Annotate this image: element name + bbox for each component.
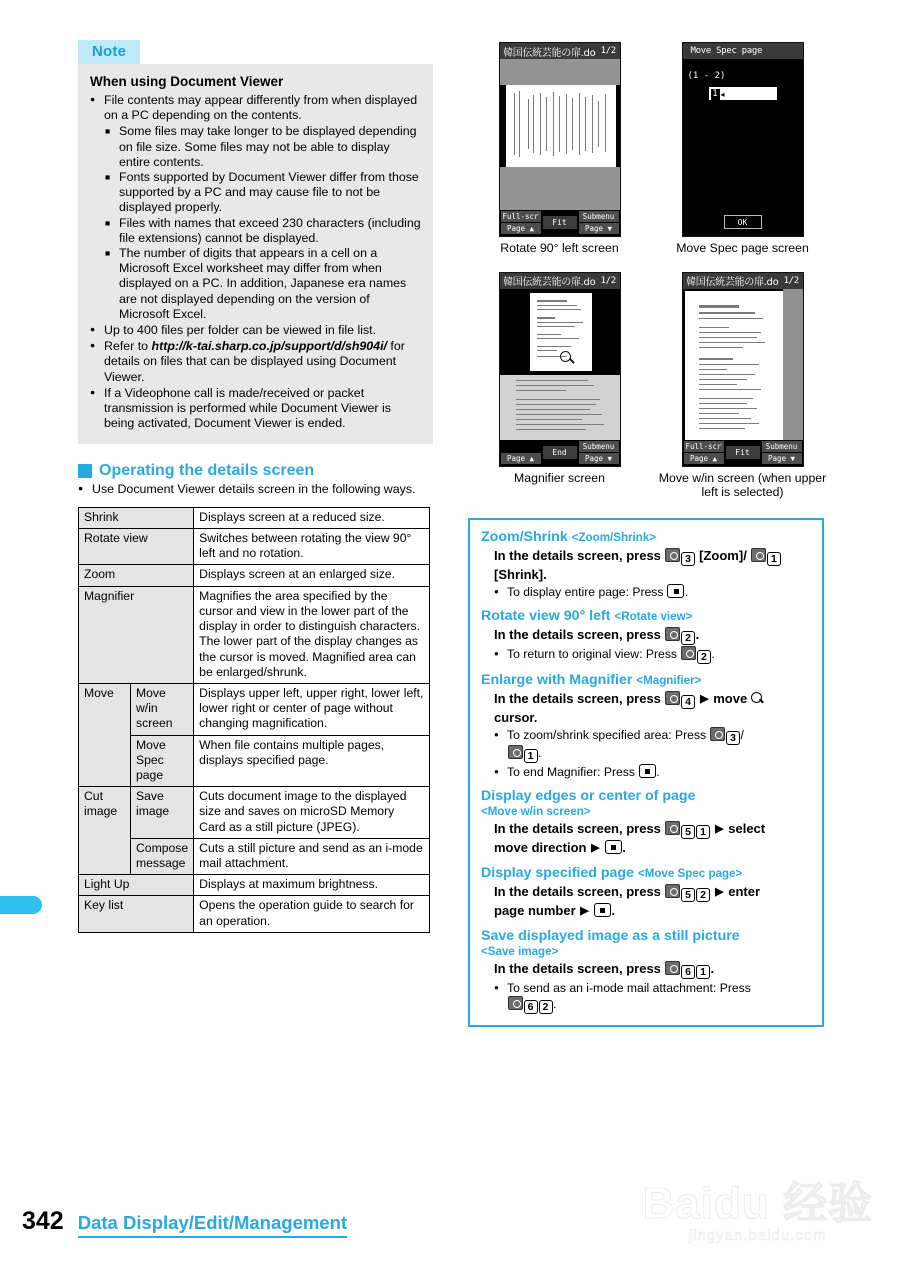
key-1[interactable]: 1: [524, 749, 538, 763]
chapter-edge-tab: [0, 896, 42, 914]
keybox-heading-tag: <Move w/in screen>: [481, 804, 591, 818]
row-desc: Magnifies the area specified by the cursor and view in the lower part of the display in order to distinguish characters. The lower part of the display changes as the cursor is moved. Magnified area can be enlarged/shrunk.: [194, 586, 430, 683]
table-row: [79, 896, 430, 932]
table-row: [79, 875, 430, 896]
phone-stage: [500, 59, 620, 210]
phone-title-jp: 韓国伝統芸能の扉.do: [686, 277, 779, 288]
center-key-icon[interactable]: [605, 840, 622, 854]
key-1[interactable]: 1: [767, 552, 781, 566]
key-2[interactable]: 2: [681, 631, 695, 645]
row-desc: When file contains multiple pages, displays specified page.: [194, 735, 430, 787]
support-url[interactable]: http://k-tai.sharp.co.jp/support/d/sh904i/: [151, 339, 387, 354]
keybox-note: ● To end Magnifier: Press .: [481, 764, 811, 780]
camera-key-icon[interactable]: [508, 745, 523, 759]
row-desc: Cuts document image to the displayed size and saves on microSD Memory Card as a still picture (JPEG).: [194, 787, 430, 839]
key-1[interactable]: 1: [696, 965, 710, 979]
keybox-heading-tag: <Save image>: [481, 944, 559, 958]
left-column: [78, 40, 433, 933]
keybox-heading: Enlarge with Magnifier <Magnifier>: [481, 671, 702, 688]
row-key: Zoom: [79, 565, 194, 586]
softkey-right-bottom[interactable]: Page ▼: [579, 453, 619, 464]
softkey-center[interactable]: Fit: [543, 216, 577, 229]
key-2[interactable]: 2: [696, 888, 710, 902]
screenshot-rotate: [468, 42, 651, 256]
screenshot-move-win: [651, 272, 834, 500]
camera-key-icon[interactable]: [665, 884, 680, 898]
note-item: ● File contents may appear differently from when displayed on a PC depending on the contents. ■ Some files may take longer to be displayed depending on file size. Some files may not be able to display entire contents. ■ Fonts supported by Document Viewer differ from those supported by a PC and may cause file to not be displayed properly. ■ Files with names that exceed 230 characters (including file extensions) cannot be displayed. ■ The number of digits that appears in a cell on a Microsoft Excel worksheet may differ from when displayed on a PC. In addition, Japanese era names are not displayed depending on the version of Microsoft Excel.: [90, 93, 421, 322]
key-6[interactable]: 6: [681, 965, 695, 979]
keybox-heading: Zoom/Shrink <Zoom/Shrink>: [481, 528, 657, 545]
softkey-right-bottom[interactable]: Page ▼: [579, 223, 619, 234]
softkey-right-top[interactable]: Submenu: [579, 441, 619, 452]
keybox-step: In the details screen, press 5 1 ▶ select move direction ▶ .: [494, 820, 766, 855]
keybox-step: In the details screen, press 5 2 ▶ enter page number ▶ .: [494, 883, 761, 918]
softkey-left-top[interactable]: Full-scr: [685, 441, 722, 451]
screenshot-move-spec-page: [651, 42, 834, 256]
table-row: [79, 787, 430, 839]
phone-title-bar: [500, 273, 620, 289]
keybox-note: ● To zoom/shrink specified area: Press 3 / 1 .: [481, 727, 811, 763]
key-5[interactable]: 5: [681, 888, 695, 902]
phone-title-bar: [500, 43, 620, 59]
note-item: ● Up to 400 files per folder can be viewed in file list.: [90, 323, 421, 338]
phone-softkeys: [500, 210, 620, 236]
note-item: ● Refer to http://k-tai.sharp.co.jp/support/d/sh904i/ for details on files that can be displayed using Document Viewer.: [90, 339, 421, 385]
watermark: [643, 1167, 873, 1244]
page-number-input[interactable]: [709, 87, 777, 100]
arrow-icon: ▶: [715, 822, 724, 835]
keybox-step: In the details screen, press 3 [Zoom]/ 1 [Shrink].: [481, 547, 811, 583]
row-subkey: Compose message: [131, 838, 194, 874]
note-box: [78, 64, 433, 444]
phone-softkeys: [500, 440, 620, 466]
row-desc: Switches between rotating the view 90° left and no rotation.: [194, 529, 430, 565]
row-desc: Opens the operation guide to search for an operation.: [194, 896, 430, 932]
phone-title-jp: 韓国伝統芸能の扉.do: [503, 47, 596, 59]
row-subkey: Save image: [131, 787, 194, 839]
keybox-heading: Display edges or center of page: [481, 787, 696, 804]
screenshot-grid: [468, 42, 834, 500]
phone-screen: [499, 272, 621, 467]
center-key-icon[interactable]: [639, 764, 656, 778]
softkey-right-top[interactable]: Submenu: [579, 211, 619, 222]
key-2[interactable]: 2: [697, 650, 711, 664]
keybox-step: In the details screen, press 4 ▶ move cursor.: [481, 690, 811, 726]
page-number: 342: [22, 1207, 64, 1235]
key-operations-box: [468, 518, 824, 1027]
center-key-icon[interactable]: [594, 903, 611, 917]
note-subitem: ■ Some files may take longer to be displayed depending on file size. Some files may not be able to display entire contents.: [104, 124, 421, 170]
camera-key-icon[interactable]: [665, 691, 680, 705]
camera-key-icon[interactable]: [681, 646, 696, 660]
keybox-note: ● To send as an i-mode mail attachment: Press 6 2 .: [481, 980, 811, 1014]
softkey-left-top[interactable]: Full-scr: [502, 212, 539, 221]
keybox-heading: Rotate view 90° left <Rotate view>: [481, 607, 693, 624]
phone-screen: [499, 42, 621, 237]
key-5[interactable]: 5: [681, 825, 695, 839]
watermark-sub: jingyan.baidu.com: [688, 1227, 827, 1244]
table-row: [79, 586, 430, 683]
arrow-icon: ▶: [715, 885, 724, 898]
row-desc: Displays at maximum brightness.: [194, 875, 430, 896]
key-3[interactable]: 3: [681, 552, 695, 566]
note-subitem: ■ Fonts supported by Document Viewer differ from those supported by a PC and may cause file to not be displayed properly.: [104, 170, 421, 216]
phone-title-page: 1/2: [600, 46, 616, 56]
camera-key-icon[interactable]: [710, 727, 725, 741]
screenshot-caption: Move Spec page screen: [676, 241, 809, 255]
note-subitem: ■ The number of digits that appears in a cell on a Microsoft Excel worksheet may differ from when displayed on a PC. In addition, Japanese era names are not displayed depending on the version of Microsoft Excel.: [104, 246, 421, 322]
magnifier-icon: [751, 692, 764, 705]
keybox-step: In the details screen, press 2 .: [494, 626, 700, 644]
right-column: [468, 42, 834, 1027]
ok-button[interactable]: OK: [724, 215, 762, 229]
keybox-note: ● To display entire page: Press .: [481, 584, 811, 600]
phone-stage: [500, 289, 620, 440]
softkey-right-bottom[interactable]: Page ▼: [762, 453, 802, 464]
key-3[interactable]: 3: [726, 731, 740, 745]
camera-key-icon[interactable]: [751, 548, 766, 562]
camera-key-icon[interactable]: [665, 627, 680, 641]
camera-key-icon[interactable]: [665, 961, 680, 975]
keybox-step: In the details screen, press 6 1 .: [494, 960, 715, 978]
phone-title-jp: 韓国伝統芸能の扉.do: [503, 277, 596, 288]
softkey-center[interactable]: Fit: [726, 446, 760, 459]
row-key: Cut image: [79, 787, 131, 875]
row-desc: Displays upper left, upper right, lower left, lower right or center of page without changing magnification.: [194, 683, 430, 735]
phone-softkeys: [683, 440, 803, 466]
row-key: Shrink: [79, 507, 194, 528]
phone-title-page: 1/2: [783, 275, 799, 286]
section-intro: ● Use Document Viewer details screen in the following ways.: [78, 482, 428, 497]
phone-softkeys: [683, 210, 803, 236]
camera-key-icon[interactable]: [665, 821, 680, 835]
cursor-caret-icon: ◂: [720, 90, 725, 99]
camera-key-icon[interactable]: [665, 548, 680, 562]
phone-title-bar: [683, 273, 803, 289]
page-range-label: (1 - 2): [687, 71, 726, 81]
row-subkey: Move Spec page: [131, 735, 194, 787]
screenshot-caption: Magnifier screen: [514, 470, 605, 485]
row-subkey: Move w/in screen: [131, 683, 194, 735]
table-row: [79, 529, 430, 565]
arrow-icon: ▶: [700, 692, 709, 705]
softkey-right-top[interactable]: Submenu: [762, 441, 802, 452]
table-row: [79, 735, 430, 787]
note-tab-label: Note: [78, 40, 140, 64]
camera-key-icon[interactable]: [508, 996, 523, 1010]
keybox-heading: Save displayed image as a still picture: [481, 927, 740, 944]
phone-screen: [682, 272, 804, 467]
key-6[interactable]: 6: [524, 1000, 538, 1014]
key-2[interactable]: 2: [539, 1000, 553, 1014]
arrow-icon: ▶: [591, 841, 600, 854]
center-key-icon[interactable]: [667, 584, 684, 598]
row-desc: Displays screen at an enlarged size.: [194, 565, 430, 586]
row-key: Move: [79, 683, 131, 786]
note-title: When using Document Viewer: [90, 74, 284, 89]
table-row: [79, 838, 430, 874]
arrow-icon: ▶: [580, 904, 589, 917]
row-key: Key list: [79, 896, 194, 932]
section-title: Operating the details screen: [99, 462, 315, 480]
phone-title-page: 1/2: [600, 275, 616, 286]
note-item: ● If a Videophone call is made/received or packet transmission is performed while Document Viewer is being activated, Document Viewer is ended.: [90, 386, 421, 432]
row-desc: Cuts a still picture and send as an i-mode mail attachment.: [194, 838, 430, 874]
section-heading: [78, 462, 433, 480]
watermark-main: Baidu 经验: [642, 1179, 873, 1228]
page-number-value: 1: [712, 89, 718, 99]
keybox-heading: Display specified page <Move Spec page>: [481, 864, 743, 881]
table-row: [79, 507, 430, 528]
table-row: [79, 683, 430, 735]
softkey-left-bottom[interactable]: Page ▲: [501, 453, 541, 464]
phone-stage: [683, 289, 803, 440]
row-key: Rotate view: [79, 529, 194, 565]
phone-screen: [682, 42, 804, 237]
screenshot-magnifier: [468, 272, 651, 500]
note-subitem: ■ Files with names that exceed 230 characters (including file extensions) cannot be displayed.: [104, 216, 421, 246]
screenshot-caption: Rotate 90° left screen: [500, 241, 619, 255]
section-square-icon: [78, 464, 92, 478]
softkey-left-bottom[interactable]: Page ▲: [501, 223, 541, 234]
table-row: [79, 565, 430, 586]
phone-stage: [683, 59, 803, 210]
softkey-left-bottom[interactable]: Page ▲: [684, 453, 724, 464]
row-desc: Displays screen at a reduced size.: [194, 507, 430, 528]
keybox-note: ● To return to original view: Press 2 .: [481, 646, 811, 664]
key-1[interactable]: 1: [696, 825, 710, 839]
note-list: [90, 93, 421, 431]
softkey-center[interactable]: End: [543, 446, 577, 459]
row-key: Light Up: [79, 875, 194, 896]
note-sublist: [104, 124, 421, 322]
screenshot-caption: Move w/in screen (when upper left is selected): [658, 470, 827, 499]
key-4[interactable]: 4: [681, 695, 695, 709]
footer-section-name[interactable]: Data Display/Edit/Management: [78, 1212, 347, 1238]
phone-title-bar: Move Spec page: [683, 43, 803, 59]
page-footer: [22, 1207, 347, 1238]
operations-table: [78, 507, 430, 933]
row-key: Magnifier: [79, 586, 194, 683]
